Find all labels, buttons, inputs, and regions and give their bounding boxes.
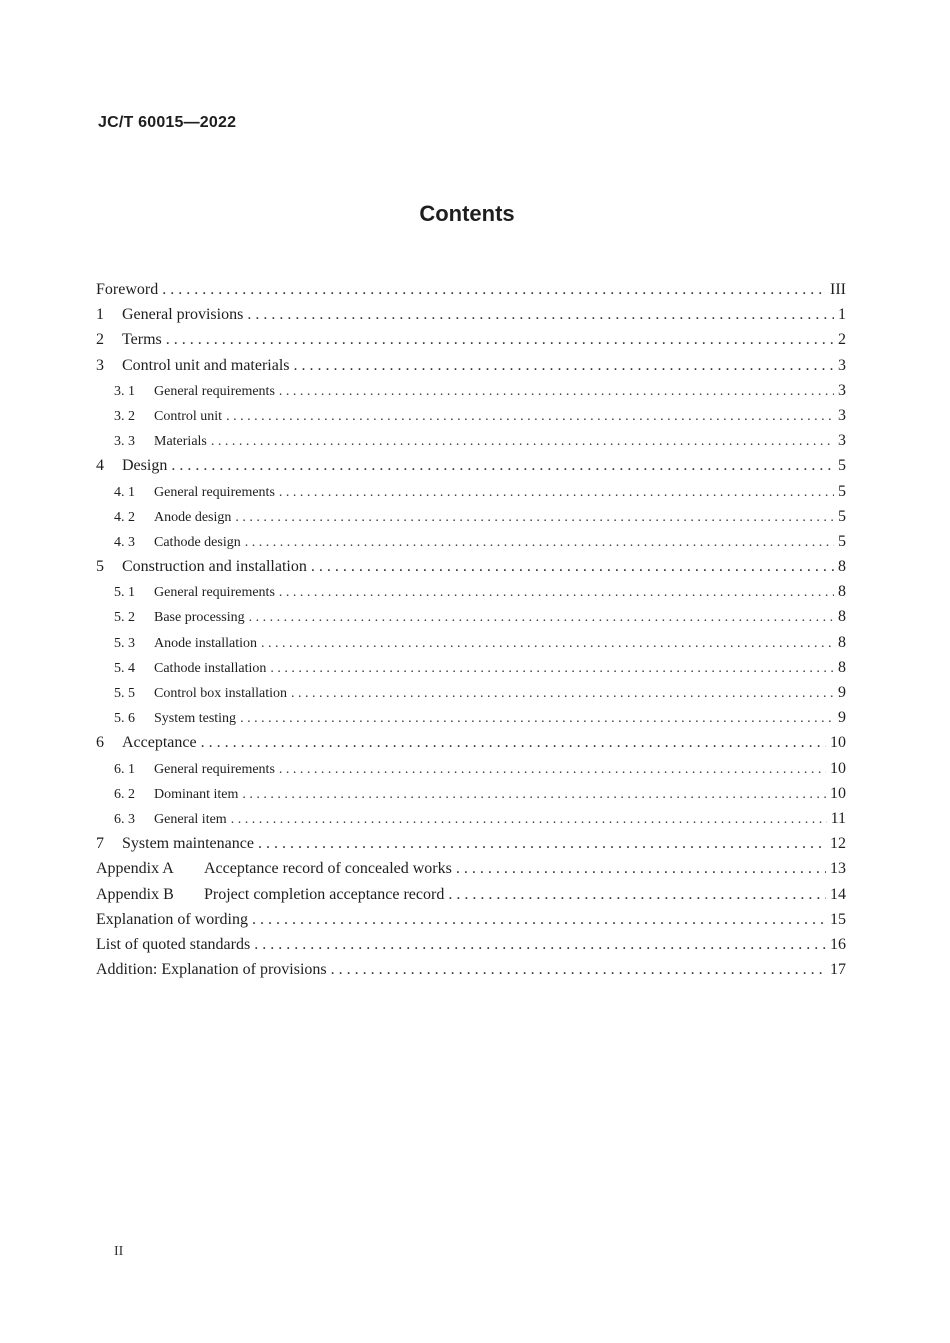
toc-entry-label: Anode installation (154, 635, 258, 651)
toc-entry-label: List of quoted standards (96, 935, 251, 953)
dot-leader (279, 757, 826, 782)
table-of-contents (96, 277, 846, 982)
dot-leader (171, 453, 834, 478)
toc-entry-number: 7 (96, 835, 104, 853)
toc-entry-label: Design (122, 457, 168, 475)
toc-entry-label: General item (154, 811, 227, 827)
dot-leader (166, 327, 834, 352)
toc-entry-page: 8 (838, 608, 846, 626)
toc-entry-number: 5 (96, 558, 104, 576)
toc-entry-label: General provisions (122, 306, 244, 324)
dot-leader (279, 379, 834, 404)
toc-entry-label: System maintenance (122, 835, 254, 853)
toc-entry-number: 4. 3 (114, 534, 135, 550)
dot-leader (252, 907, 826, 932)
dot-leader (448, 882, 826, 907)
dot-leader (456, 856, 826, 881)
toc-entry-page: 16 (830, 935, 846, 953)
toc-entry-label: Anode design (154, 509, 232, 525)
toc-entry-label: General requirements (154, 585, 275, 601)
toc-entry-page: 10 (830, 734, 846, 752)
toc-entry-number: 5. 6 (114, 711, 135, 727)
toc-entry[interactable] (96, 932, 846, 957)
toc-entry-label: Cathode design (154, 534, 241, 550)
toc-entry-label: Acceptance record of concealed works (204, 860, 452, 878)
toc-entry-label: General requirements (154, 383, 275, 399)
toc-entry-page: 3 (838, 406, 846, 424)
dot-leader (245, 530, 834, 555)
toc-entry-number: 6. 3 (114, 811, 135, 827)
toc-entry-page: 9 (838, 684, 846, 701)
dot-leader (249, 605, 834, 630)
toc-entry-number: 5. 4 (114, 660, 135, 676)
toc-entry-label: Explanation of wording (96, 910, 248, 928)
toc-entry-number: 2 (96, 331, 104, 349)
toc-entry-number: 4. 1 (114, 484, 135, 500)
dot-leader (270, 656, 834, 681)
toc-entry-page: 15 (830, 910, 846, 928)
toc-entry-number: 5. 2 (114, 610, 135, 626)
toc-entry[interactable] (96, 781, 846, 806)
toc-entry-page: III (830, 281, 846, 298)
toc-entry[interactable] (96, 957, 846, 982)
toc-entry-page: 8 (838, 558, 846, 576)
toc-entry-label: Control unit (154, 408, 223, 424)
toc-entry[interactable] (96, 579, 846, 604)
toc-entry-page: 11 (830, 809, 846, 827)
toc-entry-label: Addition: Explanation of provisions (96, 961, 327, 979)
toc-entry[interactable] (96, 705, 846, 730)
dot-leader (331, 957, 826, 982)
toc-entry[interactable] (96, 655, 846, 680)
toc-entry-page: 5 (838, 457, 846, 475)
dot-leader (258, 831, 826, 856)
toc-entry[interactable] (96, 554, 846, 579)
toc-entry-label: Foreword (96, 281, 159, 298)
toc-entry-page: 1 (838, 306, 846, 324)
toc-entry-page: 3 (838, 381, 846, 399)
toc-entry[interactable] (96, 453, 846, 478)
dot-leader (311, 554, 834, 579)
toc-entry[interactable] (96, 479, 846, 504)
toc-entry-number: 6 (96, 734, 104, 752)
toc-entry-label: System testing (154, 711, 237, 727)
toc-entry-page: 3 (838, 432, 846, 450)
toc-entry[interactable] (96, 353, 846, 378)
dot-leader (201, 730, 826, 755)
toc-entry[interactable] (96, 327, 846, 352)
toc-entry[interactable] (96, 680, 846, 705)
dot-leader (294, 353, 834, 378)
toc-entry-number: 3 (96, 356, 104, 374)
toc-entry[interactable] (96, 504, 846, 529)
toc-entry[interactable] (96, 831, 846, 856)
toc-entry[interactable] (96, 302, 846, 327)
toc-entry[interactable] (96, 378, 846, 403)
toc-entry-page: 17 (830, 961, 846, 979)
toc-entry-number: 5. 5 (114, 686, 135, 701)
toc-entry-label: Materials (154, 434, 207, 450)
toc-entry[interactable] (96, 907, 846, 932)
toc-entry-page: 5 (838, 482, 846, 500)
toc-entry-number: 4 (96, 457, 104, 475)
toc-entry[interactable] (96, 756, 846, 781)
toc-entry[interactable] (96, 277, 846, 302)
dot-leader (247, 302, 834, 327)
toc-entry-page: 13 (830, 860, 846, 878)
dot-leader (242, 782, 826, 807)
toc-entry-page: 12 (830, 835, 846, 853)
dot-leader (226, 404, 834, 429)
toc-entry-page: 5 (838, 507, 846, 525)
toc-entry-number: 6. 2 (114, 786, 135, 802)
dot-leader (279, 580, 834, 605)
toc-entry-label: Base processing (154, 610, 245, 626)
toc-entry-page: 3 (838, 356, 846, 374)
toc-entry-label: Project completion acceptance record (204, 885, 445, 903)
toc-entry-page: 9 (838, 709, 846, 727)
toc-entry-page: 8 (838, 633, 846, 651)
toc-entry-label: General requirements (154, 484, 275, 500)
toc-entry-number: Appendix A (96, 860, 174, 878)
toc-entry-number: 1 (96, 306, 104, 324)
toc-entry-label: Dominant item (154, 786, 239, 802)
toc-entry-label: Control unit and materials (122, 356, 290, 374)
dot-leader (162, 277, 826, 302)
toc-entry-label: Terms (122, 331, 162, 349)
toc-entry[interactable] (96, 806, 846, 831)
dot-leader (240, 706, 834, 731)
standard-code: JC/T 60015—2022 (98, 114, 237, 131)
toc-entry[interactable] (96, 529, 846, 554)
toc-entry-label: General requirements (154, 761, 275, 777)
toc-entry-number: 5. 3 (114, 635, 135, 651)
toc-entry-page: 10 (830, 784, 846, 802)
toc-entry[interactable] (96, 856, 846, 881)
toc-entry-number: 5. 1 (114, 585, 135, 601)
toc-entry-page: 10 (830, 759, 846, 777)
toc-entry-number: 3. 3 (114, 434, 135, 450)
toc-entry[interactable] (96, 630, 846, 655)
toc-entry-number: Appendix B (96, 885, 174, 903)
dot-leader (254, 932, 826, 957)
dot-leader (291, 681, 834, 706)
dot-leader (261, 631, 834, 656)
dot-leader (235, 505, 834, 530)
toc-entry-label: Construction and installation (122, 558, 307, 576)
dot-leader (211, 429, 834, 454)
toc-entry-page: 14 (830, 885, 846, 903)
toc-entry-number: 3. 1 (114, 383, 135, 399)
toc-entry-label: Control box installation (154, 686, 287, 701)
page-number: II (114, 1244, 124, 1259)
toc-entry[interactable] (96, 403, 846, 428)
toc-entry-page: 5 (838, 532, 846, 550)
toc-entry-number: 6. 1 (114, 761, 135, 777)
toc-entry-label: Cathode installation (154, 660, 267, 676)
toc-entry[interactable] (96, 882, 846, 907)
page-title: Contents (419, 201, 515, 226)
toc-entry[interactable] (96, 428, 846, 453)
toc-entry-label: Acceptance (122, 734, 197, 752)
toc-entry[interactable] (96, 730, 846, 755)
dot-leader (231, 807, 827, 832)
toc-entry-page: 8 (838, 658, 846, 676)
toc-entry-number: 3. 2 (114, 408, 135, 424)
toc-entry[interactable] (96, 604, 846, 629)
toc-entry-number: 4. 2 (114, 509, 135, 525)
toc-entry-page: 8 (838, 583, 846, 601)
toc-entry-page: 2 (838, 331, 846, 349)
dot-leader (279, 480, 834, 505)
